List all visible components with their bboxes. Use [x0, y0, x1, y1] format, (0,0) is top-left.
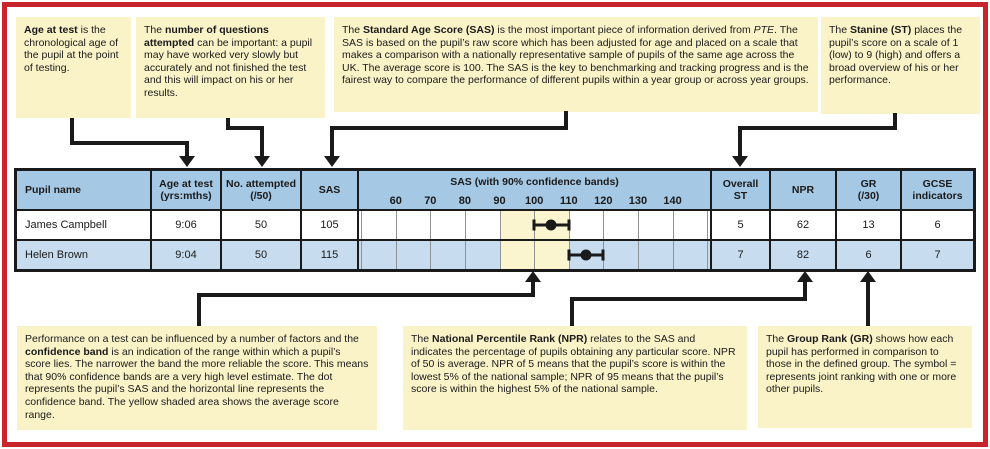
callout-text-segment: The: [766, 333, 788, 345]
connector-stanine: [738, 126, 742, 157]
callout-text-segment: Stanine (ST): [850, 24, 912, 36]
sas-gridline: [707, 241, 708, 269]
callout-text-segment: can be important: a pupil may have worked very slowly but accurately and not finished the test and this will impact on his or her results.: [144, 36, 313, 99]
confidence-band-cap: [533, 220, 536, 231]
sas-confidence-band-cell: [359, 211, 712, 239]
sas-gridline: [603, 211, 604, 239]
connector-npr: [570, 297, 807, 301]
callout-group-rank: [758, 326, 972, 428]
callout-npr: [403, 326, 747, 430]
arrow-down-icon: [324, 156, 340, 167]
callout-confidence-band: [17, 326, 377, 430]
callout-text-segment: Age at test: [24, 24, 78, 36]
sas-score-dot: [546, 220, 557, 231]
cell-no-attempted: 50: [222, 241, 302, 269]
cell-age-at-test: 9:06: [152, 211, 222, 239]
cell-gcse-indicators: 7: [934, 249, 941, 261]
callout-text-segment: National Percentile Rank (NPR): [432, 333, 588, 345]
sas-confidence-band-cell: [359, 241, 712, 269]
sas-gridline: [500, 241, 501, 269]
cell-age-at-test: 9:04: [152, 241, 222, 269]
cell-sas: 105: [302, 211, 359, 239]
callout-text-segment: The: [342, 24, 364, 36]
arrow-down-icon: [732, 156, 748, 167]
cell-npr: 62: [771, 211, 837, 239]
connector-npr: [570, 297, 574, 326]
table-row: [17, 241, 973, 269]
confidence-band-cap: [567, 250, 570, 261]
connector-sas: [330, 126, 334, 157]
cell-gr: 6: [837, 241, 902, 269]
sas-gridline: [396, 211, 397, 239]
cell-pupil-name: James Campbell: [17, 211, 152, 239]
cell-overall-st: 5: [712, 211, 771, 239]
sas-gridline: [430, 211, 431, 239]
callout-text-segment: The: [144, 24, 166, 36]
sas-gridline: [638, 241, 639, 269]
pupil-results-table: [14, 168, 976, 272]
sas-gridline: [361, 241, 362, 269]
table-row: [17, 211, 973, 241]
sas-gridline: [465, 211, 466, 239]
callout-text-segment: relates to the SAS and indicates the percentage of pupils obtaining any particular score. NPR of 50 is average. NPR of 5 means that the pupil’s score is within the lowest 5% of the national sample; NPR of 95 means that the pupil’s score is within the highest 5% of the national sample.: [411, 333, 736, 396]
connector-confidence-band: [197, 293, 535, 297]
cell-pupil-name: Helen Brown: [17, 241, 152, 269]
sas-axis-tick-label: 100: [524, 194, 544, 207]
column-header-no-attempted: No. attempted (/50): [222, 171, 302, 209]
arrow-up-icon: [860, 271, 876, 282]
callout-text-segment: shows how each pupil has performed in comparison to those in the defined group. The symbol = represents joint ranking with one or more other pupils.: [766, 333, 957, 396]
arrow-up-icon: [797, 271, 813, 282]
callout-text-segment: Performance on a test can be influenced by a number of factors and the: [25, 333, 359, 345]
callout-text-segment: Standard Age Score (SAS): [363, 24, 495, 36]
arrow-down-icon: [254, 156, 270, 167]
sas-gridline: [673, 211, 674, 239]
sas-axis-tick-label: 130: [628, 194, 648, 207]
callout-text-segment: The: [829, 24, 851, 36]
sas-axis-tick-label: 120: [594, 194, 613, 207]
callout-text-segment: is the most important piece of information derived from: [494, 24, 754, 36]
connector-age-at-test: [70, 141, 189, 145]
connector-stanine: [738, 126, 897, 130]
arrow-down-icon: [179, 156, 195, 167]
sas-gridline: [534, 241, 535, 269]
callout-text-segment: is the chronological age of the pupil at the point of testing.: [24, 24, 119, 74]
callout-text-segment: Group Rank (GR): [787, 333, 873, 345]
sas-axis-tick-label: 60: [389, 194, 402, 207]
callout-text-segment: The: [411, 333, 433, 345]
cell-no-attempted: 50: [222, 211, 302, 239]
confidence-band-cap: [567, 220, 570, 231]
connector-number-attempted: [260, 126, 264, 157]
sas-gridline: [638, 211, 639, 239]
confidence-band-cap: [602, 250, 605, 261]
callout-standard-age-score: [334, 17, 818, 112]
callout-text-segment: PTE: [753, 24, 775, 36]
column-header-age-at-test: Age at test (yrs:mths): [152, 171, 222, 209]
callout-text-segment: is an indication of the range within which a pupil’s score lies. The narrower the band the more reliable the score. This means that 90% confidence bands are a very high level estimate. The dot represents the pupil’s SAS and the horizontal line represents the confidence band. The yellow shaded area shows the average score range.: [25, 345, 369, 421]
connector-age-at-test: [185, 141, 189, 157]
arrow-up-icon: [525, 271, 541, 282]
connector-confidence-band: [197, 293, 201, 326]
table-header-row: [17, 171, 973, 211]
sas-score-dot: [581, 250, 592, 261]
column-header-sas-confidence-bands: [359, 171, 712, 209]
sas-gridline: [673, 241, 674, 269]
sas-gridline: [361, 211, 362, 239]
callout-text-segment: confidence band: [25, 345, 109, 358]
column-header-gr: GR (/30): [837, 171, 902, 209]
column-header-gcse-indicators: GCSE indicators: [912, 177, 963, 202]
cell-gr: 13: [837, 211, 902, 239]
connector-number-attempted: [226, 126, 264, 130]
column-header-overall-st: Overall ST: [712, 171, 771, 209]
sas-gridline: [707, 211, 708, 239]
cell-npr: 82: [771, 241, 837, 269]
column-header-pupil-name: Pupil name: [17, 171, 152, 209]
callout-age-at-test: [16, 17, 131, 118]
callout-stanine: [821, 17, 980, 114]
column-header-sas: SAS: [302, 171, 359, 209]
sas-bands-title: SAS (with 90% confidence bands): [450, 176, 619, 188]
cell-sas: 115: [302, 241, 359, 269]
cell-gcse-indicators: 6: [934, 219, 941, 231]
sas-gridline: [500, 211, 501, 239]
callout-text-segment: places the pupil’s score on a scale of 1 (low) to 9 (high) and offers a broad overview of his or her performance.: [829, 24, 963, 87]
sas-axis-tick-label: 90: [493, 194, 506, 207]
sas-axis-tick-label: 80: [458, 194, 472, 207]
sas-axis-tick-label: 70: [424, 194, 437, 207]
connector-sas: [330, 126, 568, 130]
callout-text-segment: number of questions attempted: [144, 24, 269, 49]
sas-axis-tick-label: 140: [663, 194, 682, 207]
callout-number-attempted: [136, 17, 325, 118]
sas-gridline: [430, 241, 431, 269]
sas-gridline: [465, 241, 466, 269]
column-header-npr: NPR: [771, 171, 837, 209]
cell-overall-st: 7: [712, 241, 771, 269]
connector-group-rank: [866, 282, 870, 326]
callout-text-segment: . The SAS is based on the pupil’s raw score which has been adjusted for age and placed on a scale that makes a comparison with a nationally representative sample of pupils of the same age across the UK. The average score is 100. The SAS is the key to benchmarking and tracking progress and is the fairest way to compare the performance of different pupils within a year group or across year groups.: [342, 24, 809, 87]
sas-axis-tick-label: 110: [559, 194, 578, 207]
sas-gridline: [396, 241, 397, 269]
